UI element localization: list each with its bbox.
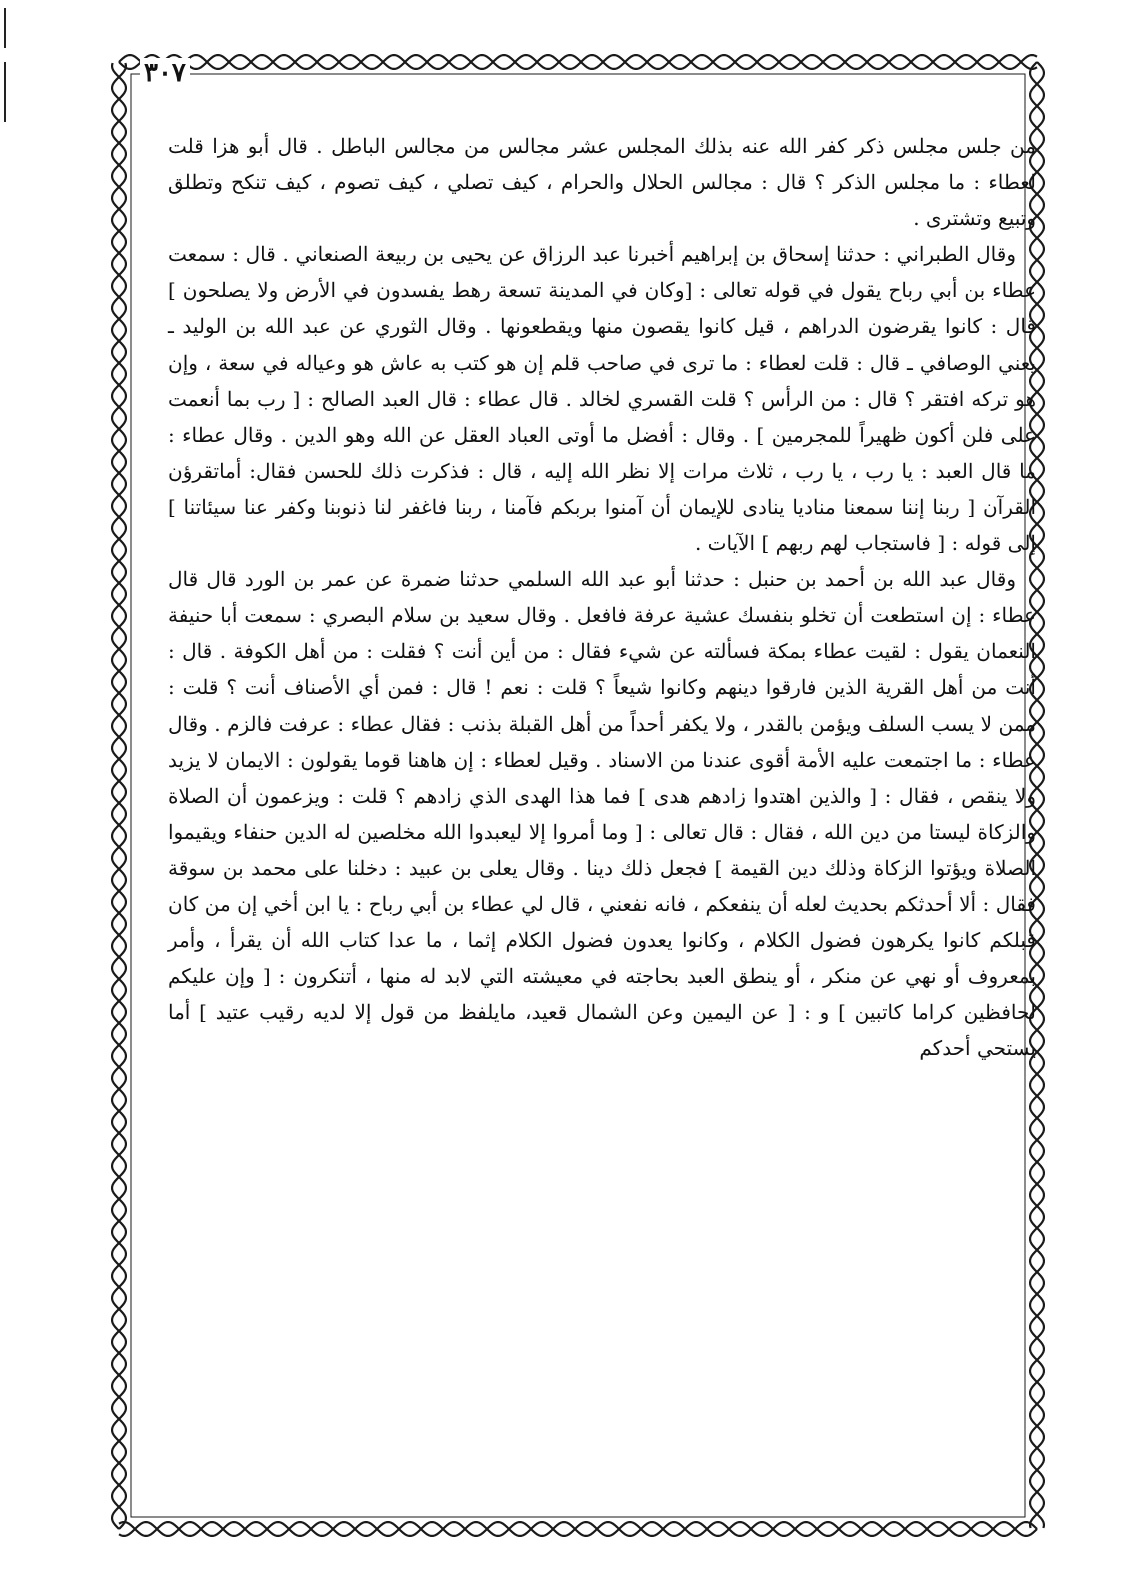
page-number: ٣٠٧ <box>140 58 190 88</box>
paragraph-3: وقال عبد الله بن أحمد بن حنبل : حدثنا أبو عبد الله السلمي حدثنا ضمرة عن عمر بن الورد قال قال عطاء : إن استطعت أن تخلو بنفسك عشية عرفة فافعل . وقال سعيد بن سلام البصري : سمعت أبا حنيفة النعمان يقول : لقيت عطاء بمكة فسألته عن شيء فقال : من أين أنت ؟ فقلت : من أهل الكوفة . قال : أنت من أهل القرية الذين فارقوا دينهم وكانوا شيعاً ؟ قلت : نعم ! قال : فمن أي الأصناف أنت ؟ قلت : ممن لا يسب السلف ويؤمن بالقدر ، ولا يكفر أحداً من أهل القبلة بذنب : فقال عطاء : عرفت فالزم . وقال عطاء : ما اجتمعت عليه الأمة أقوى عندنا من الاسناد . وقيل لعطاء : إن هاهنا قوما يقولون : الايمان لا يزيد ولا ينقص ، فقال : [ والذين اهتدوا زادهم هدى ] فما هذا الهدى الذي زادهم ؟ قلت : ويزعمون أن الصلاة والزكاة ليستا من دين الله ، فقال : قال تعالى : [ وما أمروا إلا ليعبدوا الله مخلصين له الدين حنفاء ويقيموا الصلاة ويؤتوا الزكاة وذلك دين القيمة ] فجعل ذلك دينا . وقال يعلى بن عبيد : دخلنا على محمد بن سوقة فقال : ألا أحدثكم بحديث لعله أن ينفعكم ، فانه نفعني ، قال لي عطاء بن أبي رباح : يا ابن أخي إن من كان قبلكم كانوا يكرهون فضول الكلام ، وكانوا يعدون فضول الكلام إثما ، ما عدا كتاب الله أن يقرأ ، وأمر بمعروف أو نهي عن منكر ، أو ينطق العبد بحاجته في معيشته التي لابد له منها ، أتنكرون : [ وإن عليكم لحافظين كراما كاتبين ] و : [ عن اليمين وعن الشمال قعيد، مايلفظ من قول إلا لديه رقيب عتيد ] أما يستحي أحدكم <box>168 567 1037 1061</box>
main-text <box>168 128 1036 1478</box>
paragraph-2: وقال الطبراني : حدثنا إسحاق بن إبراهيم أخبرنا عبد الرزاق عن يحيى بن ربيعة الصنعاني . قال : سمعت عطاء بن أبي رباح يقول في قوله تعالى : [وكان في المدينة تسعة رهط يفسدون في الأرض ولا يصلحون ] قال : كانوا يقرضون الدراهم ، قيل كانوا يقصون منها ويقطعونها . وقال الثوري عن عبد الله بن الوليد ـ يعني الوصافي ـ قال : قلت لعطاء : ما ترى في صاحب قلم إن هو كتب به عاش هو وعياله في سعة ، وإن هو تركه افتقر ؟ قال : من الرأس ؟ قلت القسري لخالد . قال عطاء : قال العبد الصالح : [ رب بما أنعمت على فلن أكون ظهيراً للمجرمين ] . وقال : أفضل ما أوتى العباد العقل عن الله وهو الدين . وقال عطاء : ما قال العبد : يا رب ، يا رب ، ثلاث مرات إلا نظر الله إليه ، قال : فذكرت ذلك للحسن فقال: أماتقرؤن القرآن [ ربنا إننا سمعنا مناديا ينادى للإيمان أن آمنوا بربكم فآمنا ، ربنا فاغفر لنا ذنوبنا وكفر عنا سيئاتنا ] إلى قوله : [ فاستجاب لهم ربهم ] الآيات . <box>168 242 1036 556</box>
scan-margin-marks <box>2 0 8 130</box>
paragraph-1: من جلس مجلس ذكر كفر الله عنه بذلك المجلس عشر مجالس من مجالس الباطل . قال أبو هزا قلت لعطاء : ما مجلس الذكر ؟ قال : مجالس الحلال والحرام ، كيف تصلي ، كيف تصوم ، كيف تنكح وتطلق وتبيع وتشترى . <box>168 134 1037 231</box>
